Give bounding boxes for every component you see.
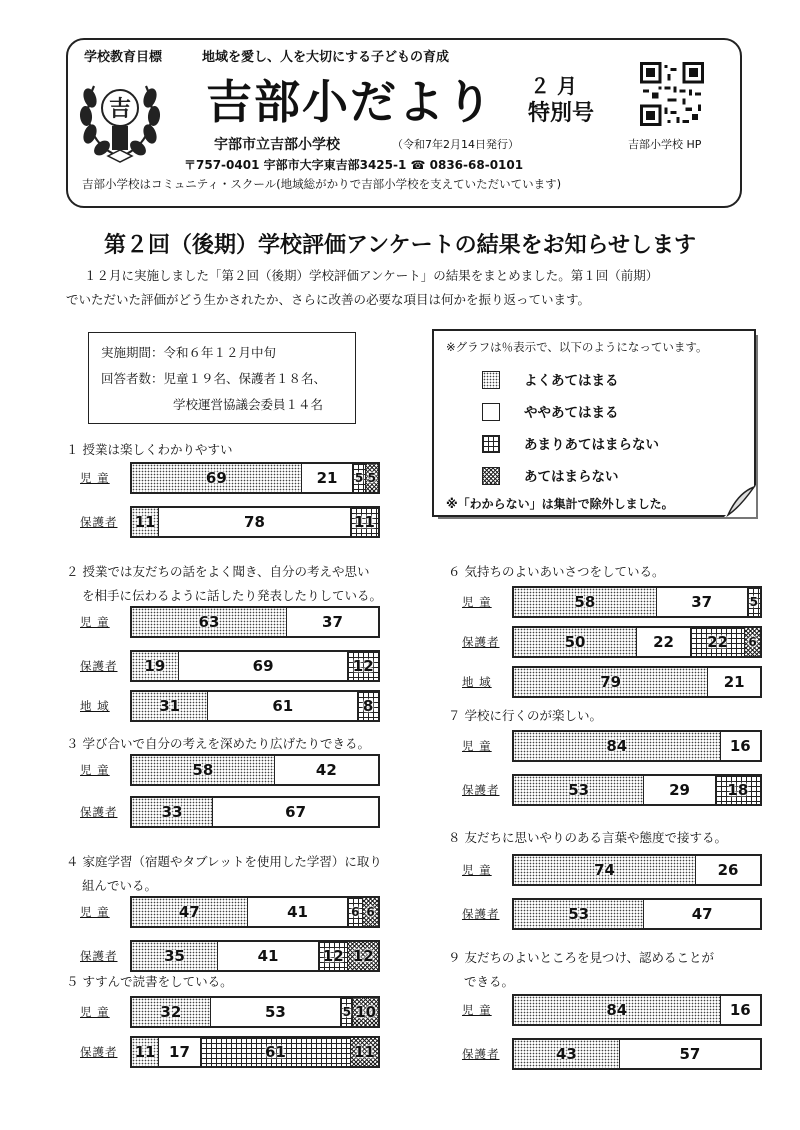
bar-segment-very-true (132, 692, 208, 720)
question-6-row-label: 地 域 (462, 675, 492, 689)
question-2-title-line-2: を相手に伝わるように話したり発表したりしている。 (82, 588, 383, 603)
bar-segment-somewhat-true (696, 856, 760, 884)
question-2-title-line-1: ２ 授業では友だちの話をよく聞き、自分の考えや思い (66, 564, 370, 579)
bar-value-label: 79 (600, 673, 622, 691)
legend-label-2: ややあてはまる (524, 405, 619, 421)
bar-segment-somewhat-true (179, 652, 349, 680)
question-5-row-label: 保護者 (80, 1045, 118, 1059)
bar-value-label: 16 (729, 737, 751, 755)
bar-segment-very-true (514, 996, 721, 1024)
respondent-count-1: 回答者数：児童１９名、保護者１８名、 (101, 371, 327, 386)
question-8-stacked-bar (512, 898, 762, 930)
bar-value-label: 61 (272, 697, 294, 715)
question-4-stacked-bar (130, 896, 380, 928)
bar-segment-somewhat-true (159, 508, 351, 536)
bar-value-label: 12 (352, 947, 374, 965)
bar-value-label: 35 (164, 947, 185, 965)
legend-label-3: あまりあてはまらない (524, 437, 659, 453)
bar-value-label: 58 (574, 593, 596, 611)
bar-value-label: 5 (367, 471, 377, 485)
question-5-row-label: 児 童 (80, 1005, 110, 1019)
bar-value-label: 5 (749, 595, 759, 609)
bar-value-label: 12 (322, 947, 344, 965)
bar-value-label: 11 (134, 1043, 156, 1061)
bar-segment-somewhat-true (708, 668, 760, 696)
question-8-stacked-bar (512, 854, 762, 886)
question-4-row-label: 保護者 (80, 949, 118, 963)
bar-segment-somewhat-true (644, 900, 760, 928)
question-6-stacked-bar (512, 626, 762, 658)
bar-value-label: 47 (178, 903, 200, 921)
bar-segment-somewhat-true (657, 588, 748, 616)
bar-segment-very-true (132, 998, 211, 1026)
question-7-title-line-1: ７ 学校に行くのが楽しい。 (448, 708, 602, 723)
bar-value-label: 69 (252, 657, 274, 675)
bar-value-label: 18 (727, 781, 749, 799)
intro-line-1: １２月に実施しました「第２回（後期）学校評価アンケート」の結果をまとめました。第１回（前期） (84, 268, 659, 283)
bar-value-label: 61 (264, 1043, 286, 1061)
question-2-stacked-bar (130, 650, 380, 682)
bar-segment-not-true (353, 998, 378, 1026)
question-1-stacked-bar (130, 462, 380, 494)
question-9-row-label: 保護者 (462, 1047, 500, 1061)
legend-footer: ※「わからない」は集計で除外しました。 (446, 497, 674, 511)
respondent-count-2: 学校運営協議会委員１４名 (173, 397, 324, 412)
bar-value-label: 22 (707, 633, 729, 651)
bar-segment-very-true (132, 1038, 159, 1066)
bar-value-label: 32 (160, 1003, 182, 1021)
bar-segment-not-very-true (353, 464, 365, 492)
bar-value-label: 53 (568, 781, 590, 799)
bar-segment-very-true (132, 608, 287, 636)
bar-value-label: 21 (723, 673, 745, 691)
bar-value-label: 6 (366, 905, 375, 919)
bar-value-label: 43 (555, 1045, 577, 1063)
question-3-row-label: 児 童 (80, 763, 110, 777)
question-1-row-label: 児 童 (80, 471, 110, 485)
question-4-stacked-bar (130, 940, 380, 972)
bar-value-label: 63 (198, 613, 220, 631)
bar-value-label: 17 (169, 1043, 190, 1061)
bar-segment-somewhat-true (275, 756, 378, 784)
bar-segment-very-true (132, 508, 159, 536)
bar-value-label: 41 (257, 947, 279, 965)
bar-value-label: 29 (669, 781, 690, 799)
question-2-stacked-bar (130, 690, 380, 722)
bar-segment-very-true (514, 856, 696, 884)
bar-segment-not-true (745, 628, 760, 656)
bar-segment-not-very-true (341, 998, 353, 1026)
bar-segment-very-true (514, 668, 708, 696)
bar-segment-very-true (132, 756, 275, 784)
bar-value-label: 37 (322, 613, 343, 631)
bar-segment-somewhat-true (211, 998, 341, 1026)
issue-month: ２ 月 (530, 74, 577, 98)
bar-value-label: 41 (287, 903, 308, 921)
bar-value-label: 50 (564, 633, 586, 651)
bar-segment-very-true (514, 588, 657, 616)
question-6-stacked-bar (512, 666, 762, 698)
question-4-row-label: 児 童 (80, 905, 110, 919)
question-9-row-label: 児 童 (462, 1003, 492, 1017)
bar-segment-not-true (348, 942, 378, 970)
school-address: 〒757-0401 宇部市大字東吉部3425-1 ☎ 0836-68-0101 (184, 158, 524, 172)
survey-period: 実施期間：令和６年１２月中旬 (101, 345, 277, 360)
bar-segment-somewhat-true (721, 996, 760, 1024)
question-9-stacked-bar (512, 994, 762, 1026)
question-3-stacked-bar (130, 796, 380, 828)
bar-value-label: 67 (285, 803, 307, 821)
bar-value-label: 84 (606, 737, 628, 755)
question-2-stacked-bar (130, 606, 380, 638)
bar-segment-not-very-true (201, 1038, 351, 1066)
bar-segment-somewhat-true (213, 798, 378, 826)
question-8-title-line-1: ８ 友だちに思いやりのある言葉や態度で接する。 (448, 830, 727, 845)
bar-segment-somewhat-true (644, 776, 715, 804)
article-headline: 第２回（後期）学校評価アンケートの結果をお知らせします (103, 233, 697, 258)
question-2-row-label: 地 域 (80, 699, 110, 713)
bar-segment-not-true (366, 464, 378, 492)
school-goal-text: 地域を愛し、人を大切にする子どもの育成 (202, 50, 450, 65)
bar-segment-very-true (514, 900, 644, 928)
question-1-title-line-1: １ 授業は楽しくわかりやすい (66, 442, 233, 457)
school-goal-label: 学校教育目標 (84, 50, 163, 65)
bar-segment-not-very-true (351, 508, 378, 536)
newsletter-title: 吉部小だより (206, 75, 494, 129)
bar-segment-very-true (132, 798, 213, 826)
bar-segment-not-very-true (348, 652, 378, 680)
bar-segment-not-very-true (691, 628, 745, 656)
question-5-stacked-bar (130, 1036, 380, 1068)
bar-segment-somewhat-true (287, 608, 378, 636)
question-9-stacked-bar (512, 1038, 762, 1070)
question-3-title-line-1: ３ 学び合いで自分の考えを深めたり広げたりできる。 (66, 736, 370, 751)
bar-segment-not-true (363, 898, 378, 926)
question-1-stacked-bar (130, 506, 380, 538)
qr-code-label: 吉部小学校 HP (628, 138, 702, 151)
bar-segment-very-true (132, 652, 179, 680)
school-name: 宇部市立吉部小学校 (214, 137, 340, 153)
bar-value-label: 69 (205, 469, 227, 487)
bar-segment-somewhat-true (248, 898, 349, 926)
question-8-row-label: 保護者 (462, 907, 500, 921)
question-1-row-label: 保護者 (80, 515, 118, 529)
question-6-row-label: 保護者 (462, 635, 500, 649)
special-issue-label: 特別号 (528, 101, 595, 126)
question-9-title-line-2: できる。 (464, 974, 515, 989)
bar-segment-very-true (514, 732, 721, 760)
bar-value-label: 42 (315, 761, 337, 779)
bar-value-label: 57 (679, 1045, 701, 1063)
bar-value-label: 84 (606, 1001, 628, 1019)
bar-segment-not-very-true (348, 898, 363, 926)
bar-value-label: 11 (134, 513, 156, 531)
bar-value-label: 5 (342, 1005, 351, 1019)
bar-value-label: 47 (691, 905, 713, 923)
question-7-stacked-bar (512, 774, 762, 806)
bar-segment-not-very-true (358, 692, 378, 720)
bar-value-label: 11 (353, 1043, 375, 1061)
legend-note: ※グラフは％表示で、以下のようになっています。 (446, 340, 708, 354)
question-5-title-line-1: ５ すすんで読書をしている。 (66, 974, 233, 989)
bar-value-label: 16 (729, 1001, 751, 1019)
question-7-stacked-bar (512, 730, 762, 762)
bar-value-label: 58 (192, 761, 214, 779)
bar-value-label: 74 (594, 861, 615, 879)
question-7-row-label: 児 童 (462, 739, 492, 753)
bar-value-label: 53 (264, 1003, 286, 1021)
bar-value-label: 5 (354, 471, 364, 485)
bar-value-label: 26 (717, 861, 739, 879)
bar-value-label: 53 (568, 905, 590, 923)
bar-value-label: 6 (351, 905, 360, 919)
intro-line-2: でいただいた評価がどう生かされたか、さらに改善の必要な項目は何かを振り返っています。 (66, 292, 591, 307)
bar-segment-somewhat-true (620, 1040, 760, 1068)
question-9-title-line-1: ９ 友だちのよいところを見つけ、認めることが (448, 950, 714, 965)
bar-segment-somewhat-true (721, 732, 760, 760)
bar-segment-very-true (132, 942, 218, 970)
bar-segment-somewhat-true (218, 942, 319, 970)
question-7-row-label: 保護者 (462, 783, 500, 797)
legend-label-1: よくあてはまる (524, 373, 619, 389)
bar-segment-somewhat-true (637, 628, 691, 656)
community-school-note: 吉部小学校はコミュニティ・スクール(地域総がかりで吉部小学校を支えていただいています) (82, 177, 562, 191)
bar-value-label: 37 (691, 593, 713, 611)
legend-label-4: あてはまらない (524, 469, 619, 485)
question-5-stacked-bar (130, 996, 380, 1028)
bar-segment-somewhat-true (302, 464, 354, 492)
bar-segment-somewhat-true (208, 692, 358, 720)
question-6-row-label: 児 童 (462, 595, 492, 609)
question-3-row-label: 保護者 (80, 805, 118, 819)
bar-value-label: 33 (161, 803, 183, 821)
bar-segment-not-very-true (716, 776, 760, 804)
question-8-row-label: 児 童 (462, 863, 492, 877)
bar-segment-not-true (351, 1038, 378, 1066)
question-6-title-line-1: ６ 気持ちのよいあいさつをしている。 (448, 564, 665, 579)
bar-value-label: 19 (144, 657, 166, 675)
bar-segment-somewhat-true (159, 1038, 201, 1066)
bar-value-label: 31 (159, 697, 181, 715)
bar-value-label: 78 (244, 513, 265, 531)
bar-value-label: 11 (354, 513, 375, 531)
bar-segment-very-true (132, 898, 248, 926)
question-6-stacked-bar (512, 586, 762, 618)
bar-segment-very-true (514, 776, 644, 804)
question-4-title-line-1: ４ 家庭学習（宿題やタブレットを使用した学習）に取り (66, 854, 382, 869)
bar-value-label: 12 (352, 657, 374, 675)
bar-value-label: 21 (316, 469, 338, 487)
question-2-row-label: 児 童 (80, 615, 110, 629)
issue-date: （令和7年2月14日発行） (392, 138, 519, 151)
bar-value-label: 8 (362, 697, 374, 715)
question-4-title-line-2: 組んでいる。 (82, 878, 158, 893)
question-2-row-label: 保護者 (80, 659, 118, 673)
bar-segment-very-true (514, 1040, 620, 1068)
bar-value-label: 6 (748, 635, 757, 649)
question-3-stacked-bar (130, 754, 380, 786)
bar-value-label: 22 (653, 633, 674, 651)
crest-character: 吉 (108, 97, 132, 122)
bar-segment-very-true (514, 628, 637, 656)
bar-segment-not-very-true (319, 942, 349, 970)
bar-segment-not-very-true (748, 588, 760, 616)
bar-value-label: 10 (355, 1003, 377, 1021)
bar-segment-very-true (132, 464, 302, 492)
